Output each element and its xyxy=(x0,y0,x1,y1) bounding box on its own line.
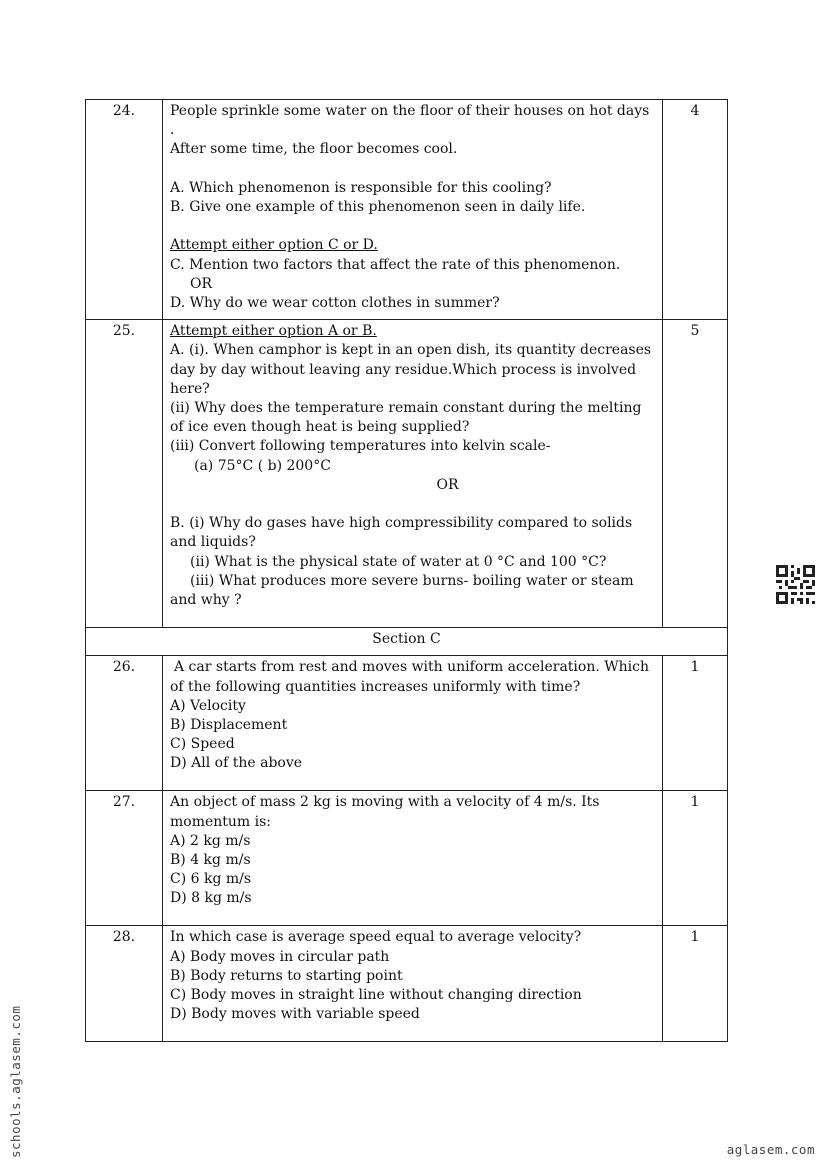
text-line: An object of mass 2 kg is moving with a velocity of 4 m/s. Its xyxy=(170,794,600,811)
question-marks: 4 xyxy=(663,100,728,320)
text-line: (ii) What is the physical state of water at 0 °C and 100 °C? xyxy=(190,553,607,570)
question-text xyxy=(163,926,663,1042)
question-text xyxy=(163,656,663,791)
text-line: momentum is: xyxy=(170,813,272,830)
text-line: A. (i). When camphor is kept in an open dish, its quantity decreases xyxy=(170,342,652,359)
section-heading: Section C xyxy=(86,628,728,656)
question-number: 27. xyxy=(86,791,163,926)
or-separator: OR xyxy=(436,476,459,493)
text-line: of the following quantities increases uniformly with time? xyxy=(170,678,581,695)
option-d: D) Body moves with variable speed xyxy=(170,1006,420,1023)
option-b: B) Body returns to starting point xyxy=(170,967,403,984)
option-c: C) Body moves in straight line without changing direction xyxy=(170,987,582,1004)
table-row xyxy=(86,791,728,926)
text-line: (iii) What produces more severe burns- boiling water or steam xyxy=(190,572,634,589)
instruction-text: Attempt either option C or D. xyxy=(170,237,378,254)
text-line: After some time, the floor becomes cool. xyxy=(170,141,458,158)
text-line: day by day without leaving any residue.Which process is involved xyxy=(170,361,637,378)
text-line: B. (i) Why do gases have high compressibility compared to solids xyxy=(170,515,633,532)
text-line: of ice even though heat is being supplied? xyxy=(170,419,470,436)
qr-code-icon xyxy=(776,565,815,604)
section-row xyxy=(86,628,728,656)
option-b: B) Displacement xyxy=(170,717,288,734)
text-line: (ii) Why does the temperature remain constant during the melting xyxy=(170,400,642,417)
question-marks: 1 xyxy=(663,926,728,1042)
question-number: 28. xyxy=(86,926,163,1042)
text-line: C. Mention two factors that affect the rate of this phenomenon. xyxy=(170,256,621,273)
text-line: In which case is average speed equal to average velocity? xyxy=(170,929,582,946)
table-row xyxy=(86,320,728,628)
text-line: A. Which phenomenon is responsible for this cooling? xyxy=(170,179,552,196)
text-line: A car starts from rest and moves with uniform acceleration. Which xyxy=(174,659,649,676)
question-table xyxy=(85,99,728,1042)
watermark-left: schools.aglasem.com xyxy=(8,1005,23,1158)
text-line: B. Give one example of this phenomenon seen in daily life. xyxy=(170,199,586,215)
table-row xyxy=(86,656,728,791)
table-row xyxy=(86,100,728,320)
option-a: A) Velocity xyxy=(170,697,246,714)
watermark-bottom: aglasem.com xyxy=(726,1142,815,1157)
text-line: (a) 75°C ( b) 200°C xyxy=(194,457,331,474)
option-a: A) 2 kg m/s xyxy=(170,832,251,849)
option-c: C) 6 kg m/s xyxy=(170,871,252,888)
instruction-text: Attempt either option A or B. xyxy=(170,323,377,340)
table-row xyxy=(86,926,728,1042)
question-marks: 1 xyxy=(663,656,728,791)
question-text xyxy=(163,320,663,628)
text-line: and liquids? xyxy=(170,534,256,551)
question-number: 26. xyxy=(86,656,163,791)
option-d: D) 8 kg m/s xyxy=(170,890,252,907)
or-separator: OR xyxy=(190,275,213,292)
question-text xyxy=(163,100,663,320)
option-b: B) 4 kg m/s xyxy=(170,852,251,869)
question-marks: 5 xyxy=(663,320,728,628)
text-line: People sprinkle some water on the floor of their houses on hot days . xyxy=(170,103,650,139)
option-a: A) Body moves in circular path xyxy=(170,948,390,965)
text-line: D. Why do we wear cotton clothes in summer? xyxy=(170,295,500,311)
question-marks: 1 xyxy=(663,791,728,926)
text-line: here? xyxy=(170,380,210,397)
question-number: 24. xyxy=(86,100,163,320)
question-text xyxy=(163,791,663,926)
text-line: and why ? xyxy=(170,592,242,609)
text-line: (iii) Convert following temperatures into kelvin scale- xyxy=(170,438,551,455)
option-c: C) Speed xyxy=(170,736,235,753)
question-number: 25. xyxy=(86,320,163,628)
option-d: D) All of the above xyxy=(170,755,303,772)
